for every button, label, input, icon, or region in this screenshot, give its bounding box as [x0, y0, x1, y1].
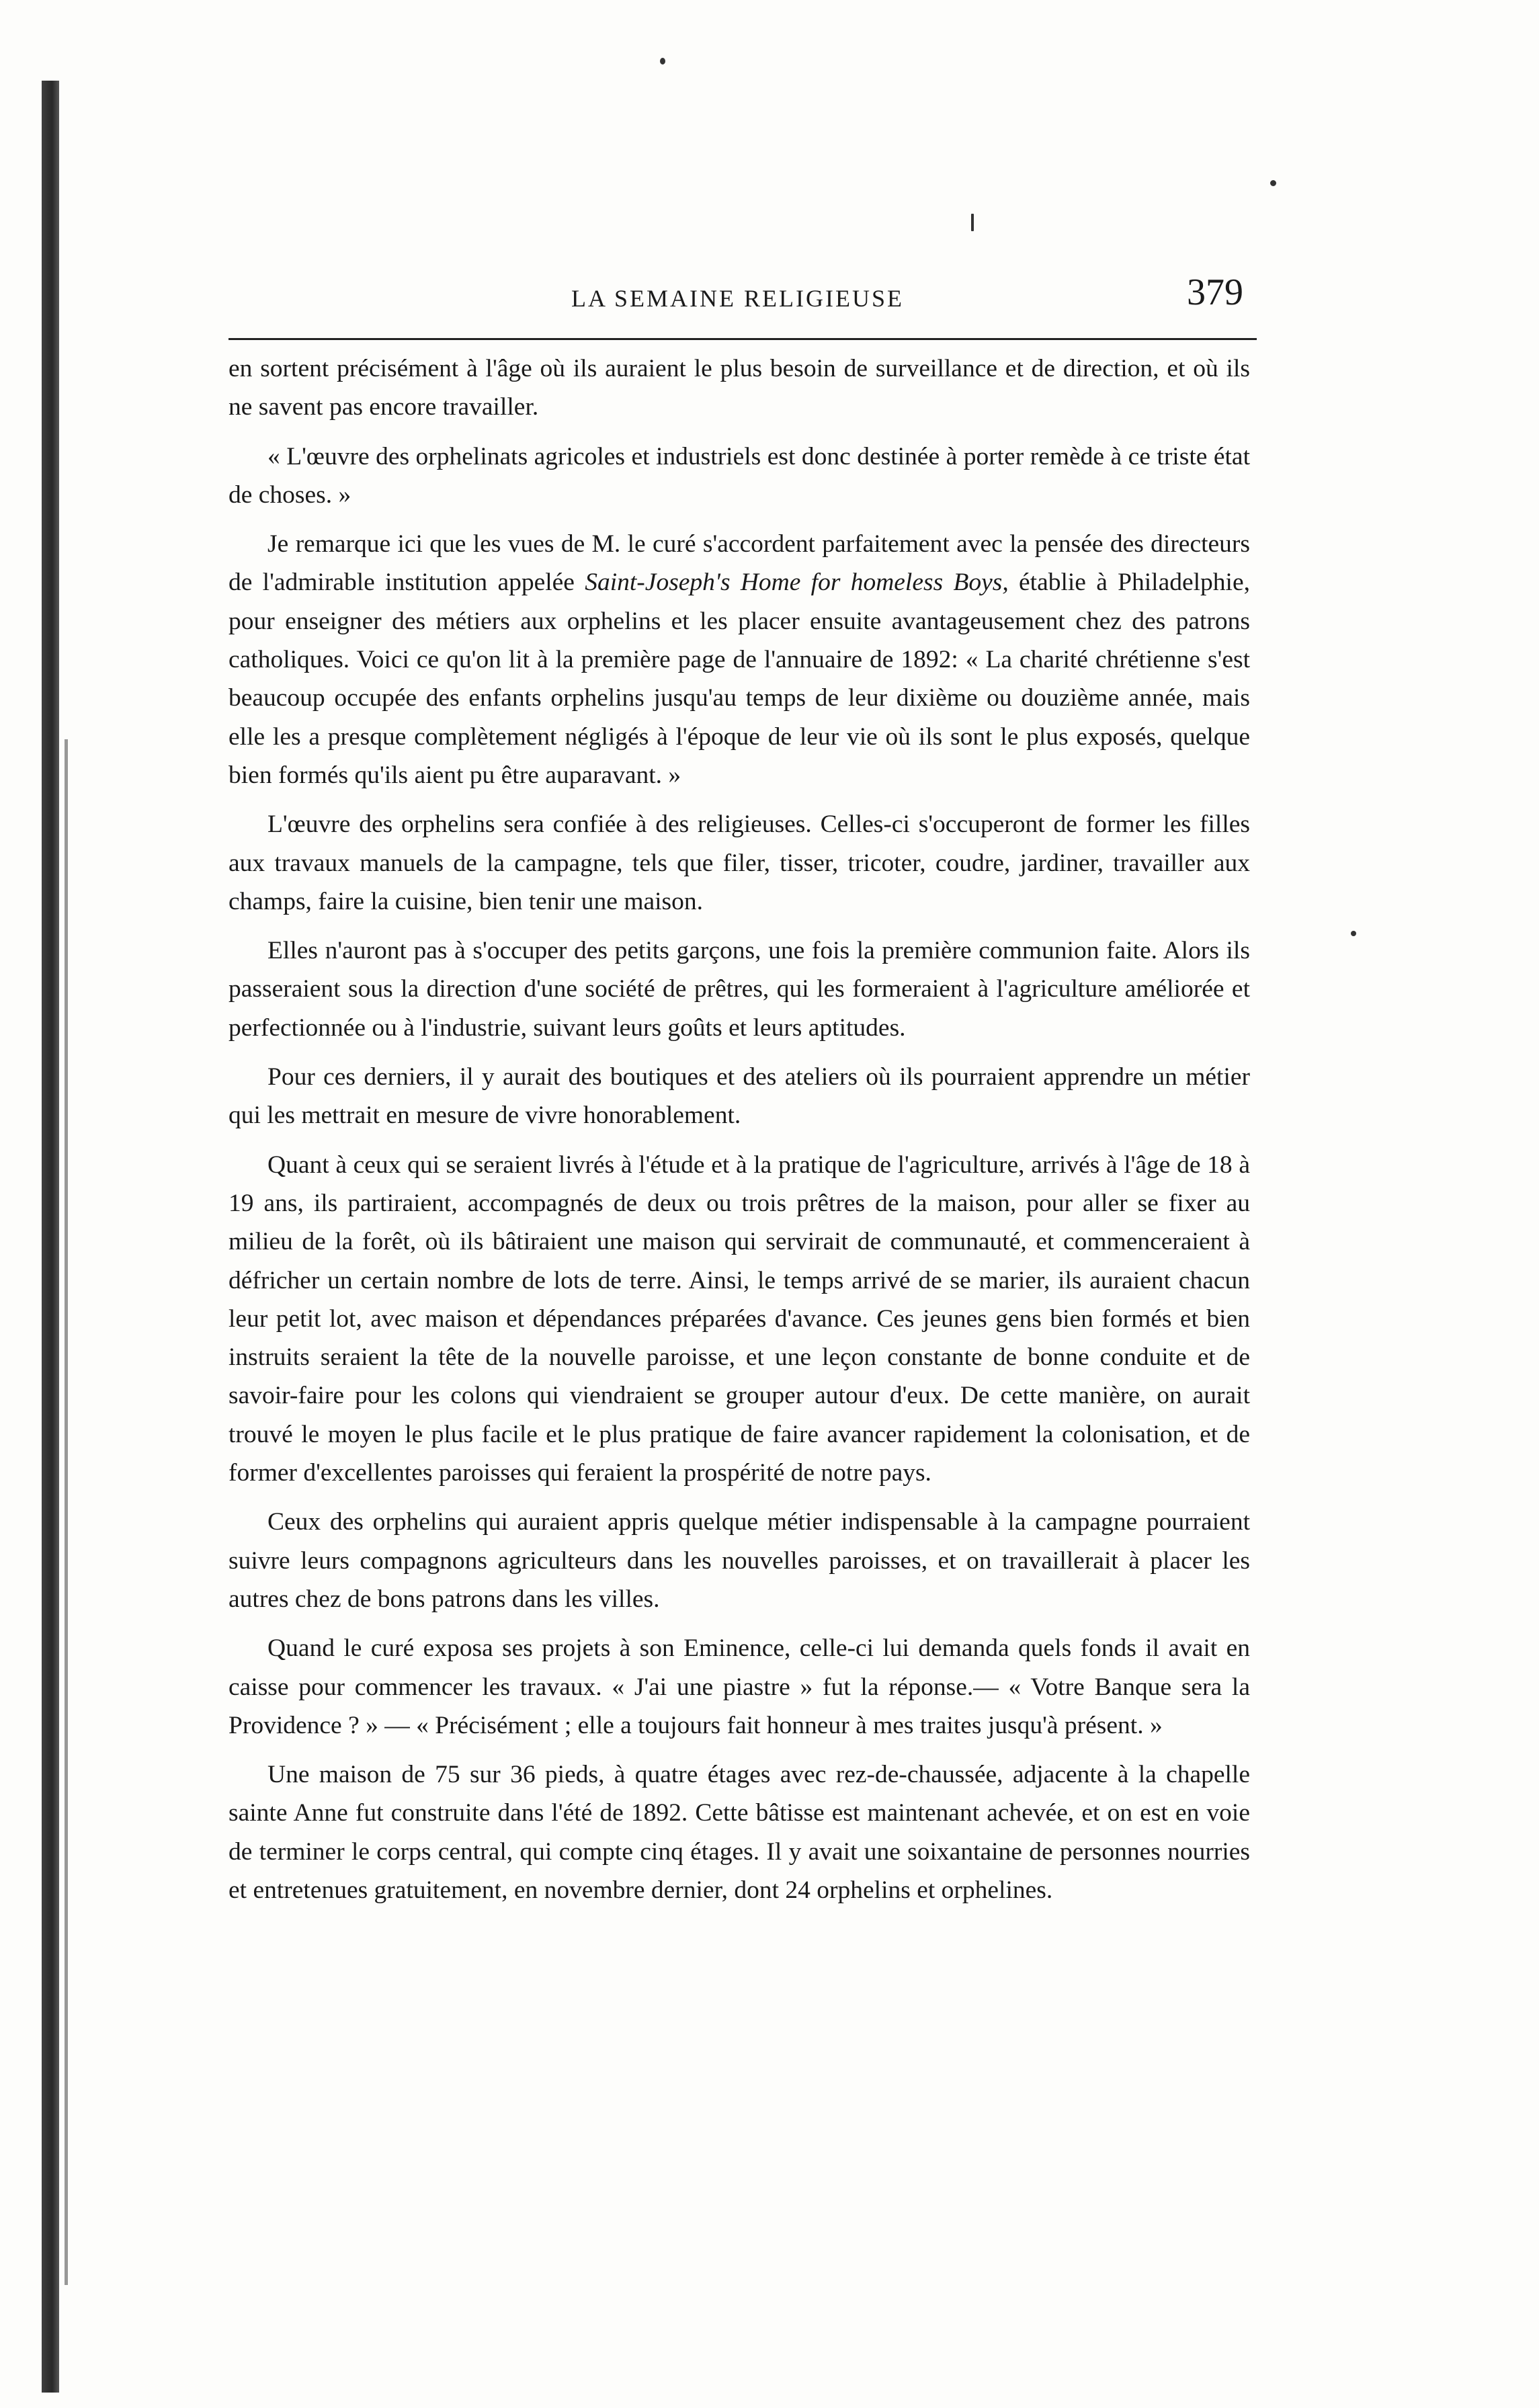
paragraph: Quant à ceux qui se seraient livrés à l'étude et à la pratique de l'agriculture, arrivés à l'âge de 18 à 19 ans, ils partiraient, accompagnés de deux ou trois prêtres de la maison, pour aller se fixer au milieu de la forêt, où ils bâtiraient une maison qui servirait de communauté, et commenceraient à défricher un certain nombre de lots de terre. Ainsi, le temps arrivé de se marier, ils auraient chacun leur petit lot, avec maison et dépendances préparées d'avance. Ces jeunes gens bien formés et bien instruits seraient la tête de la nouvelle paroisse, et une leçon constante de bonne conduite et de savoir-faire pour les colons qui viendraient se grouper autour d'eux. De cette manière, on aurait trouvé le moyen le plus facile et le plus pratique de faire avancer rapidement la colonisation, et de former d'excellentes paroisses qui feraient la prospérité de notre pays.: [228, 1151, 1250, 1487]
scan-speck: [1351, 931, 1356, 936]
scan-speck: [971, 214, 974, 231]
paragraph: Pour ces derniers, il y aurait des boutiques et des ateliers où ils pourraient apprendre un métier qui les mettrait en mesure de vivre honorablement.: [228, 1063, 1250, 1130]
binding-line: [65, 739, 68, 2285]
body-text: [228, 349, 1250, 1909]
institution-name: Saint-Joseph's Home for homeless Boys,: [585, 569, 1009, 597]
paragraph-text: établie à Philadelphie, pour enseigner des métiers aux orphelins et les placer ensuite avantageusement chez des patrons catholiques. Voici ce qu'on lit à la première page de l'annuaire de 1892: « La charité chrétienne s'est beaucoup occupée des enfants orphelins jusqu'au temps de leur dixième ou douzième année, mais elle les a presque complètement négligés à l'époque de leur vie où ils sont le plus exposés, quelque bien formés qu'ils aient pu être auparavant. »: [228, 569, 1250, 789]
header-rule: [228, 338, 1257, 340]
running-title: LA SEMAINE RELIGIEUSE: [571, 285, 904, 312]
page-number: 379: [1187, 272, 1243, 313]
scan-speck: [1270, 180, 1276, 186]
binding-shadow: [42, 81, 59, 2393]
paragraph: Ceux des orphelins qui auraient appris quelque métier indispensable à la campagne pourraient suivre leurs compagnons agriculteurs dans les nouvelles paroisses, et on travaillerait à placer les autres chez de bons patrons dans les villes.: [228, 1508, 1250, 1613]
paragraph: en sortent précisément à l'âge où ils auraient le plus besoin de surveillance et de direction, et où ils ne savent pas encore travailler.: [228, 355, 1250, 421]
paragraph: Quand le curé exposa ses projets à son Eminence, celle-ci lui demanda quels fonds il avait en caisse pour commencer les travaux. « J'ai une piastre » fut la réponse.— « Votre Banque sera la Providence ? » — « Précisément ; elle a toujours fait honneur à mes traites jusqu'à présent. »: [228, 1634, 1250, 1739]
scan-speck: [660, 58, 665, 65]
paragraph-text: Je remarque ici que les vues de M. le curé s'accordent parfaitement avec la pensée des directeurs de l'admirable institution appelée: [228, 530, 1250, 597]
paragraph: [228, 525, 1250, 794]
paragraph: « L'œuvre des orphelinats agricoles et industriels est donc destinée à porter remède à ce triste état de choses. »: [228, 442, 1250, 509]
paragraph: Une maison de 75 sur 36 pieds, à quatre étages avec rez-de-chaussée, adjacente à la chapelle sainte Anne fut construite dans l'été de 1892. Cette bâtisse est maintenant achevée, et on est en voie de terminer le corps central, qui compte cinq étages. Il y avait une soixantaine de personnes nourries et entretenues gratuitement, en novembre dernier, dont 24 orphelins et orphelines.: [228, 1761, 1250, 1904]
page-header: [228, 265, 1263, 319]
paragraph: L'œuvre des orphelins sera confiée à des religieuses. Celles-ci s'occuperont de former les filles aux travaux manuels de la campagne, tels que filer, tisser, tricoter, coudre, jardiner, travailler aux champs, faire la cuisine, bien tenir une maison.: [228, 811, 1250, 915]
paragraph: Elles n'auront pas à s'occuper des petits garçons, une fois la première communion faite. Alors ils passeraient sous la direction d'une société de prêtres, qui les formeraient à l'agriculture améliorée et perfectionnée ou à l'industrie, suivant leurs goûts et leurs aptitudes.: [228, 937, 1250, 1042]
